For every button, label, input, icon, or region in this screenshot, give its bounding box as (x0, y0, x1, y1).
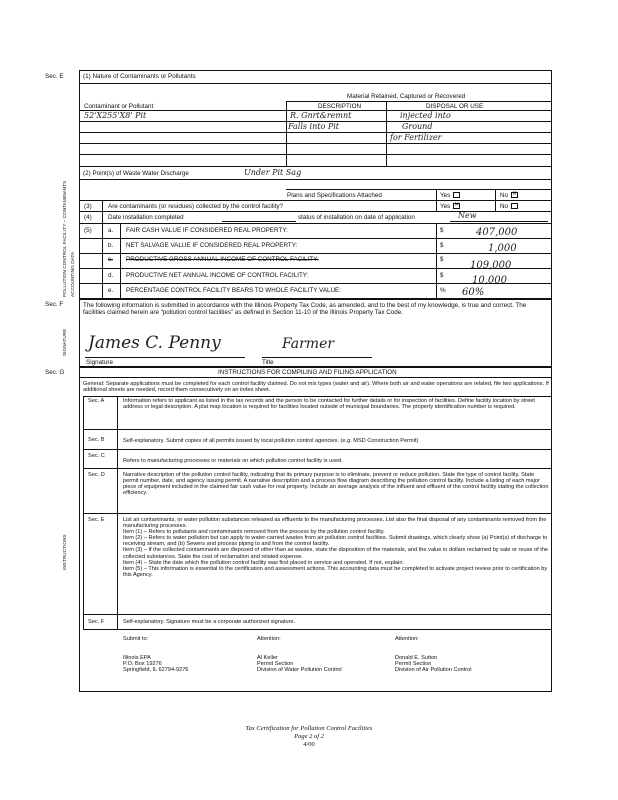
instr-sec-e-text: List air contaminants, or water pollution substances released as effluents to the manufacturing processes. List also the final disposal of any contaminants removed from the manufacturing processes. Item (1) – Refers to pollutants and contaminants removed from the process by the pollution control facility. Item (2) – Refers to water pollution but can apply to water-carried wastes from air pollution control facilities. Submit drawings, which clearly show (a) Point(s) of discharge to receiving stream, and (b) Sewers and process piping to and from the control facility. Item (3) – If the collected contaminants are disposed of other than as wastes, state the disposition of the materials, and the value in dollars reclaimed by sale or reuse of the collected substances. State the cost of reclamation and related expense. Item (4) – State the date which the pollution control facility was first placed in service and operated. If not, explain. Item (5) – This information is essential to the certification and assessment actions. This accounting data must be completed to activate project review prior to certification by this Agency. (123, 517, 549, 578)
hw-disposal-2: Ground (402, 122, 433, 131)
instr-sec-b-label: Sec. B (88, 437, 105, 443)
footer-page: Page 2 of 2 (294, 733, 324, 740)
instructions-heading: INSTRUCTIONS FOR COMPILING AND FILING APPLICATION (218, 369, 397, 376)
row5d-text: PRODUCTIVE NET ANNUAL INCOME OF CONTROL FACILITY: (126, 272, 309, 279)
row4-text: Date installation completed (108, 214, 184, 221)
plans-no: No✕ (500, 192, 518, 199)
row3-yes-checkbox[interactable] (453, 203, 460, 209)
instr-sec-d-label: Sec. D (88, 472, 105, 478)
signature-label: Signature (86, 359, 113, 366)
row4-text2: status of installation on date of application (298, 214, 415, 221)
row5-num: (5) (84, 227, 92, 234)
hw-disposal-1: injected into (400, 111, 451, 120)
row5a-sym: $ (440, 227, 444, 234)
instr-sec-f-label: Sec. F (88, 619, 105, 625)
hw-description-1: R. Gnrt&remnt (290, 111, 352, 120)
instr-sec-d-text: Narrative description of the pollution control facility, indicating that its primary purpose is to eliminate, prevent or reduce pollution. State the type of control facility. State permit number, date, and agency issuing permit. A narrative description and a process flow diagram describing the pollution control facility. Include a listing of each major piece of equipment included in the claimed fair cash value for real property. Include an average analysis of the influent and effluent of the control facility stating the collection efficiency. (123, 472, 549, 497)
hw-description-2: Falls into Pit (288, 122, 339, 131)
sec-g-side-label: INSTRUCTIONS (62, 534, 67, 570)
row5c-sym: $ (440, 256, 444, 263)
attention-water-label: Attention: (257, 636, 281, 642)
footer-date: 4/00 (303, 741, 315, 748)
attention-air-label: Attention: (395, 636, 419, 642)
hw-net-salvage: 1,000 (488, 243, 517, 254)
discharge-label: (2) Point(s) of Waste Water Discharge (83, 170, 189, 177)
certification-statement: The following information is submitted in accordance with the Illinois Property Tax Code, as amended, and to the best of my knowledge, is true and correct. The facilities claimed herein are “pollution control facilities” as defined in Section 11-10 of the Illinois Property Tax Code. (83, 302, 527, 317)
plans-no-checkbox[interactable] (511, 192, 518, 198)
accounting-side-label: ACCOUNTING DATA (70, 251, 75, 297)
hw-fair-cash: 407,000 (476, 227, 518, 238)
hw-contaminant: 52'X255'X8' Pit (84, 111, 147, 120)
row5c-text: PRODUCTIVE GROSS ANNUAL INCOME OF CONTROL FACILITY: (126, 256, 319, 263)
hw-signature[interactable]: James C. Penny (88, 333, 221, 353)
instr-sec-c-text: Refers to manufacturing processes or materials on which pollution control facility is used. (123, 458, 343, 464)
hw-discharge: Under Pit Sag (244, 168, 302, 177)
instr-sec-c-label: Sec. C (88, 453, 105, 459)
address-air: Donald E. Sutton Permit Section Division of Air Pollution Control (395, 655, 472, 674)
plans-yes: Yes (440, 192, 460, 199)
row3-text: Are contaminants (or residues) collected by the control facility? (108, 203, 283, 210)
submit-to-label: Submit to: (123, 636, 149, 642)
row3-num: (3) (84, 203, 92, 210)
instr-sec-e-label: Sec. E (88, 517, 105, 523)
row5b-text: NET SALVAGE VALUE IF CONSIDERED REAL PROPERTY: (126, 242, 298, 249)
row5e-text: PERCENTAGE CONTROL FACILITY BEARS TO WHOLE FACILITY VALUE: (126, 287, 341, 294)
instr-sec-b-text: Self-explanatory. Submit copies of all permits issued by local pollution control agencies. (e.g. MSD Construction Permit) (123, 438, 419, 444)
row5d-sym: $ (440, 272, 444, 279)
row3-no-checkbox[interactable] (511, 203, 518, 209)
address-water: Al Keller Permit Section Division of Water Pollution Control (257, 655, 342, 674)
row4-num: (4) (84, 214, 92, 221)
hw-disposal-3: for Fertilizer (390, 133, 442, 142)
instr-sec-a-label: Sec. A (88, 398, 105, 404)
plans-yes-checkbox[interactable] (453, 192, 460, 198)
col-disposal: DISPOSAL OR USE (426, 103, 484, 110)
sec-g-label: Sec. G (45, 369, 65, 376)
address-epa: Illinois EPA P.O. Box 19276 Springfield, IL 62794-9276 (123, 655, 189, 674)
sec-f-label: Sec. F (45, 301, 64, 308)
sec-e-label: Sec. E (45, 73, 64, 80)
row5e-letter: e. (108, 287, 114, 294)
hw-status: New (458, 211, 477, 220)
col-description: DESCRIPTION (318, 103, 362, 110)
row5e-sym: % (440, 287, 446, 294)
sec-f-side-label: SIGNATURE (62, 328, 67, 356)
hw-net-income: 10,000 (472, 275, 507, 286)
hw-title[interactable]: Farmer (282, 336, 335, 352)
general-instructions: General: Separate applications must be completed for each control facility claimed. Do not mix types (water and air). Where both air and water operations are related, file two applications. If additional sheets are needed, record them consecutively on an index sheet. (83, 381, 549, 394)
row5c-letter: c. (108, 256, 113, 263)
row3-yes: Yes✕ (440, 203, 460, 210)
row5b-sym: $ (440, 242, 444, 249)
material-header: Material Retained, Captured or Recovered (347, 93, 466, 100)
footer-title: Tax Certification for Pollution Control Facilities (245, 725, 373, 732)
row5a-letter: a. (108, 227, 114, 234)
hw-gross-income: 109,000 (470, 260, 512, 271)
col-contaminant: Contaminant or Pollutant (84, 103, 154, 110)
instr-sec-a-text: Information refers to applicant as listed in the tax records and the person to be contacted for further details or for inspection of facilities. Define facility location by street address or legal description. A plat map location is required for facilities located outside of municipal boundaries. The property identification number is required. (123, 398, 535, 411)
title-label: Title (262, 359, 274, 366)
row5b-letter: b. (108, 242, 114, 249)
row3-no: No (500, 203, 518, 210)
hw-percentage: 60% (462, 287, 485, 298)
instr-sec-f-text: Self-explanatory. Signature must be a corporate authorized signature. (123, 619, 296, 625)
row5a-text: FAIR CASH VALUE IF CONSIDERED REAL PROPERTY: (126, 227, 288, 234)
sec-e-side-label: POLLUTION CONTROL FACILITY – CONTAMINANTS (62, 180, 67, 297)
sec-e-heading: (1) Nature of Contaminants or Pollutants (83, 73, 196, 80)
row5d-letter: d. (108, 272, 114, 279)
plans-label: Plans and Specifications Attached (287, 192, 382, 199)
